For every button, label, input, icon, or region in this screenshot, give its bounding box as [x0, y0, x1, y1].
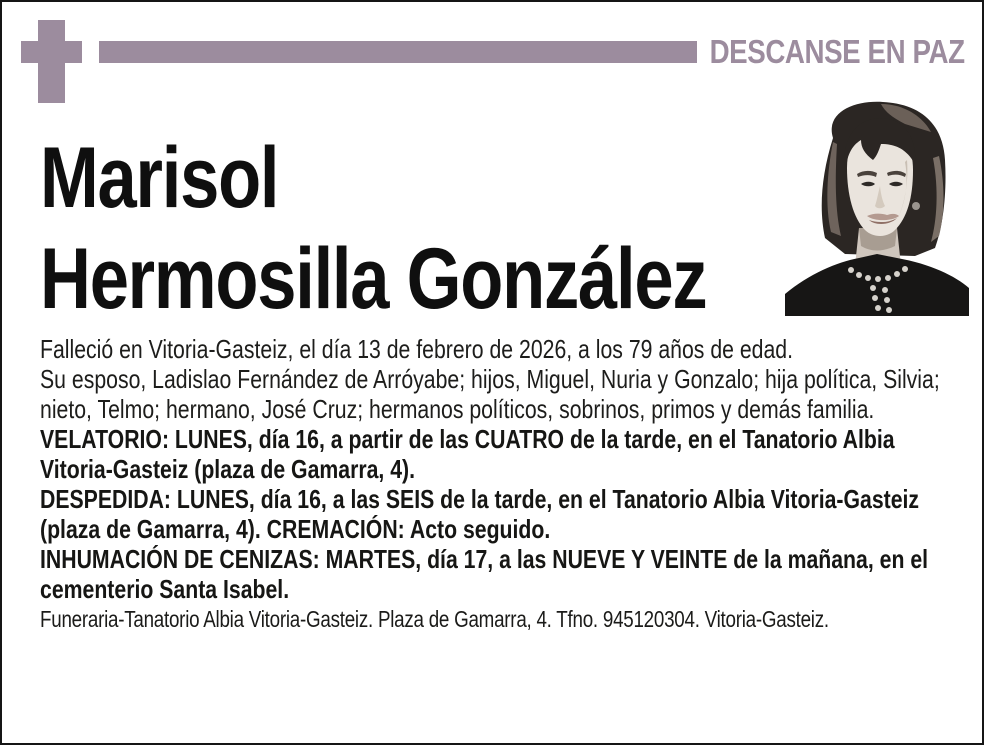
deceased-name — [40, 128, 706, 330]
cross-horizontal-arm — [21, 41, 82, 63]
funeral-home-footer: Funeraria-Tanatorio Albia Vitoria-Gasteiz. Plaza de Gamarra, 4. Tfno. 945120304. Vitoria-Gasteiz. — [40, 606, 829, 632]
family-list: Su esposo, Ladislao Fernández de Arróyabe; hijos, Miguel, Nuria y Gonzalo; hija política, Silvia; nieto, Telmo; hermano, José Cruz; hermanos políticos, sobrinos, primos y demás familia. — [40, 364, 940, 424]
inhumacion-info: INHUMACIÓN DE CENIZAS: MARTES, día 17, a las NUEVE Y VEINTE de la mañana, en el cementerio Santa Isabel. — [40, 544, 929, 604]
death-notice: Falleció en Vitoria-Gasteiz, el día 13 de febrero de 2026, a los 79 años de edad. — [40, 334, 794, 364]
rip-label: DESCANSE EN PAZ — [709, 33, 965, 70]
header-rule — [99, 41, 697, 63]
deceased-last-name: Hermosilla González — [40, 231, 707, 327]
portrait-photo — [785, 98, 969, 316]
obituary-body — [40, 334, 942, 634]
velatorio-info: VELATORIO: LUNES, día 16, a partir de las CUATRO de la tarde, en el Tanatorio Albia Vitoria-Gasteiz (plaza de Gamarra, 4). — [40, 424, 895, 484]
deceased-first-name: Marisol — [40, 130, 279, 226]
despedida-info: DESPEDIDA: LUNES, día 16, a las SEIS de la tarde, en el Tanatorio Albia Vitoria-Gasteiz (plaza de Gamarra, 4). CREMACIÓN: Acto seguido. — [40, 484, 920, 544]
